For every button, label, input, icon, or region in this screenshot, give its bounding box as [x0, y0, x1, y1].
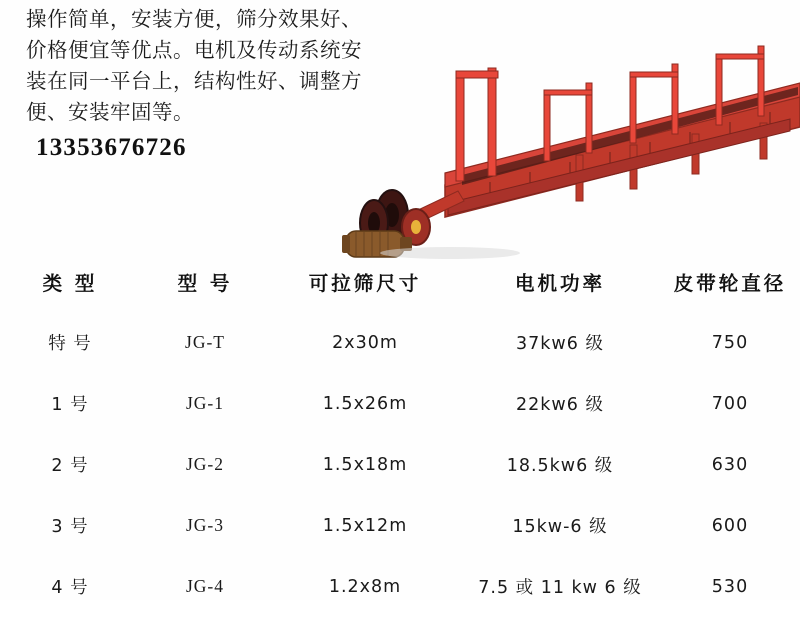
table-row [0, 434, 800, 495]
cell-power: 37kw6 级 [516, 334, 604, 354]
cell-pulley: 750 [711, 332, 749, 353]
cell-model: JG-4 [185, 576, 225, 596]
cell-power: 7.5 或 11 kw 6 级 [478, 578, 642, 598]
cell-model: JG-T [185, 332, 225, 352]
cell-model: JG-1 [185, 393, 225, 413]
cell-size: 1.5x12m [322, 515, 408, 536]
cell-size: 1.5x18m [322, 454, 408, 475]
cell-type: 特 号 [48, 334, 92, 354]
description-line-4: 便、安装牢固等。 [26, 100, 194, 124]
phone-number: 13353676726 [36, 134, 187, 161]
cell-pulley: 530 [711, 576, 749, 597]
cell-size: 2x30m [332, 332, 398, 353]
table-row [0, 495, 800, 556]
cell-pulley: 600 [711, 515, 749, 536]
cell-type: 3 号 [51, 517, 89, 537]
cell-power: 22kw6 级 [516, 395, 604, 415]
cell-type: 4 号 [51, 578, 89, 598]
description-line-3: 装在同一平台上，结构性好、调整方 [26, 69, 362, 93]
cell-type: 2 号 [51, 456, 89, 476]
header-size: 可拉筛尺寸 [308, 272, 422, 295]
cell-type: 1 号 [51, 395, 89, 415]
cell-power: 18.5kw6 级 [506, 456, 614, 476]
header-type: 类 型 [42, 272, 98, 295]
cell-pulley: 700 [711, 393, 749, 414]
cell-size: 1.2x8m [328, 576, 402, 597]
description-line-2: 价格便宜等优点。电机及传动系统安 [26, 38, 362, 62]
table-row [0, 373, 800, 434]
table-row [0, 556, 800, 617]
header-pulley: 皮带轮直径 [673, 272, 787, 295]
header-model: 型 号 [177, 272, 233, 295]
spec-table [0, 258, 800, 617]
cell-pulley: 630 [711, 454, 749, 475]
machine-illustration [330, 35, 800, 260]
cell-size: 1.5x26m [322, 393, 408, 414]
cell-power: 15kw-6 级 [512, 517, 608, 537]
table-row [0, 312, 800, 373]
description-line-1: 操作简单，安装方便，筛分效果好、 [26, 7, 362, 31]
cell-model: JG-2 [185, 454, 225, 474]
header-power: 电机功率 [514, 272, 605, 295]
cell-model: JG-3 [185, 515, 225, 535]
table-header-row [0, 258, 800, 312]
